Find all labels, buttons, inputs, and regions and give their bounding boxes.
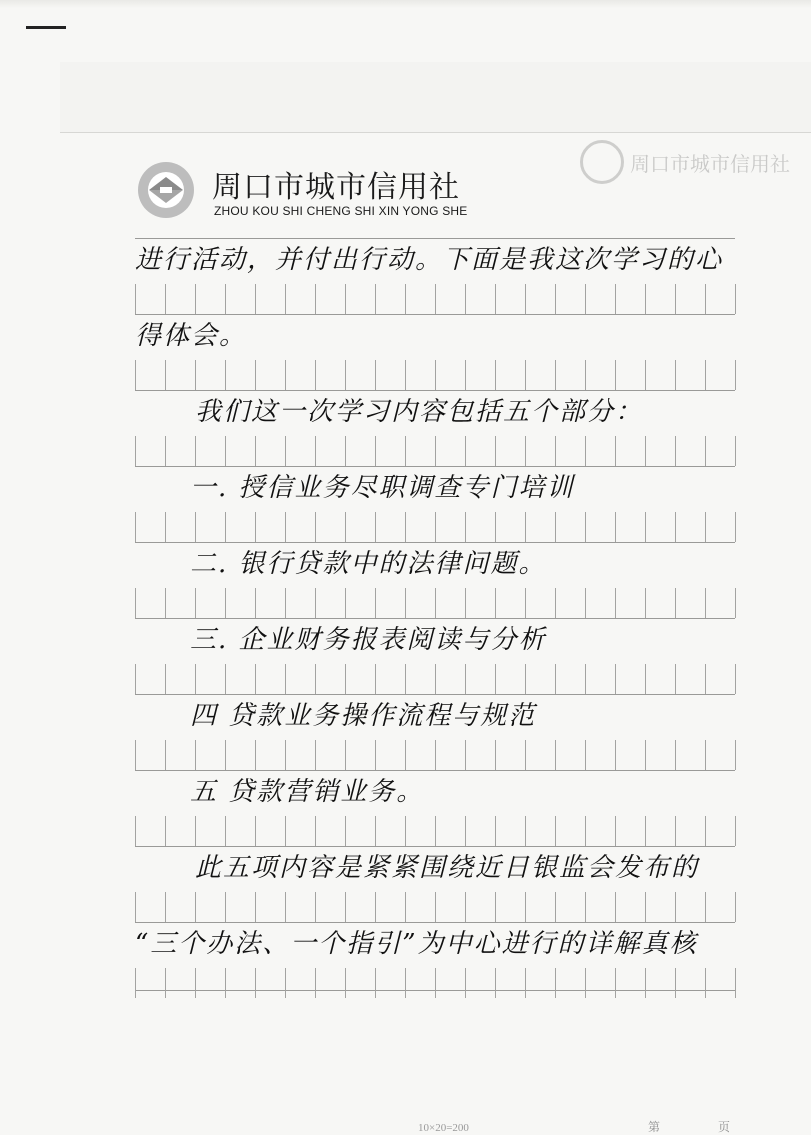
grid-cell-line (735, 512, 736, 542)
grid-cell-line (585, 968, 586, 998)
grid-cell-line (705, 360, 706, 390)
grid-cell-line (165, 436, 166, 466)
grid-cell-line (735, 360, 736, 390)
grid-cell-line (165, 740, 166, 770)
handwritten-line: 一. 授信业务尽职调查专门培训 (190, 473, 575, 503)
grid-cell-line (615, 436, 616, 466)
grid-cell-line (315, 968, 316, 998)
grid-cell-line (495, 740, 496, 770)
grid-cell-line (645, 360, 646, 390)
grid-cell-line (735, 892, 736, 922)
grid-cell-line (705, 588, 706, 618)
grid-cell-line (165, 588, 166, 618)
handwritten-line: 我们这一次学习内容包括五个部分： (195, 397, 644, 427)
grid-cell-line (615, 968, 616, 998)
grid-cell-line (645, 664, 646, 694)
org-name-cn: 周口市城市信用社 (212, 170, 460, 205)
grid-cell-line (675, 360, 676, 390)
corner-mark (26, 26, 66, 29)
grid-cell-line (315, 284, 316, 314)
grid-cell-line (135, 436, 136, 466)
grid-cell-line (375, 968, 376, 998)
handwritten-line: 三. 企业财务报表阅读与分析 (190, 625, 547, 655)
grid-cell-line (495, 284, 496, 314)
grid-cell-line (585, 740, 586, 770)
grid-cell-line (165, 664, 166, 694)
grid-cell-line (555, 664, 556, 694)
grid-cell-line (285, 968, 286, 998)
ghost-org-name: 周口市城市信用社 (630, 152, 790, 176)
grid-cell-line (585, 436, 586, 466)
grid-cell-line (705, 512, 706, 542)
grid-cell-line (735, 664, 736, 694)
grid-cell-line (675, 284, 676, 314)
grid-cell-line (705, 892, 706, 922)
grid-cell-line (135, 360, 136, 390)
grid-cell-line (615, 588, 616, 618)
writing-grid (135, 238, 735, 990)
grid-cell-line (525, 968, 526, 998)
page-prefix: 第 (648, 1120, 661, 1134)
grid-cell-line (705, 816, 706, 846)
grid-cell-line (345, 968, 346, 998)
grid-cell-line (465, 968, 466, 998)
grid-cell-line (675, 968, 676, 998)
grid-cell-line (165, 816, 166, 846)
grid-cell-line (435, 284, 436, 314)
handwritten-line: 四 贷款业务操作流程与规范 (190, 701, 537, 731)
grid-cell-line (435, 968, 436, 998)
grid-cell-line (135, 512, 136, 542)
grid-cell-line (645, 436, 646, 466)
grid-cell-line (135, 588, 136, 618)
grid-cell-line (435, 740, 436, 770)
grid-cell-line (735, 816, 736, 846)
grid-cell-line (285, 284, 286, 314)
grid-cell-line (495, 968, 496, 998)
org-name-en: ZHOU KOU SHI CHENG SHI XIN YONG SHE (214, 204, 468, 218)
grid-cell-line (705, 740, 706, 770)
grid-cell-line (135, 664, 136, 694)
handwritten-line: “三个办法、一个指引”为中心进行的详解真核 (135, 929, 698, 959)
grid-cell-line (405, 284, 406, 314)
grid-cell-line (165, 968, 166, 998)
letterhead (136, 156, 556, 226)
grid-cell-line (135, 740, 136, 770)
grid-cell-line (645, 740, 646, 770)
handwritten-line: 得体会。 (135, 321, 248, 351)
handwritten-line: 二. 银行贷款中的法律问题。 (190, 549, 547, 579)
grid-cell-line (135, 968, 136, 998)
grid-cell-line (465, 284, 466, 314)
grid-cell-line (405, 968, 406, 998)
grid-cell-line (585, 284, 586, 314)
grid-cell-line (255, 284, 256, 314)
scan-edge (0, 0, 811, 8)
grid-cell-line (555, 284, 556, 314)
grid-cell-line (675, 664, 676, 694)
grid-cell-line (375, 284, 376, 314)
grid-cell-line (555, 968, 556, 998)
grid-cell-line (645, 588, 646, 618)
grid-cell-line (255, 968, 256, 998)
grid-cell-line (735, 588, 736, 618)
grid-cell-line (555, 588, 556, 618)
page-suffix: 页 (718, 1120, 731, 1134)
grid-cell-line (555, 740, 556, 770)
grid-cell-line (645, 512, 646, 542)
grid-cell-line (645, 284, 646, 314)
handwritten-line: 此五项内容是紧紧围绕近日银监会发布的 (195, 853, 700, 883)
grid-cell-line (225, 968, 226, 998)
grid-cell-line (165, 360, 166, 390)
grid-cell-line (585, 512, 586, 542)
bleed-through-band (60, 62, 811, 133)
coin-logo-icon (136, 160, 196, 220)
grid-cell-line (525, 284, 526, 314)
grid-cell-line (645, 968, 646, 998)
grid-cell-line (585, 664, 586, 694)
grid-cell-line (675, 512, 676, 542)
grid-note: 10×20=200 (418, 1122, 469, 1134)
grid-cell-line (615, 512, 616, 542)
grid-cell-line (195, 968, 196, 998)
handwritten-line: 五 贷款营销业务。 (190, 777, 425, 807)
grid-cell-line (615, 284, 616, 314)
handwritten-line: 进行活动，并付出行动。下面是我这次学习的心 (135, 245, 724, 275)
grid-cell-line (735, 968, 736, 998)
letter-sheet (128, 128, 743, 1134)
grid-cell-line (735, 436, 736, 466)
grid-cell-line (345, 284, 346, 314)
grid-cell-line (675, 740, 676, 770)
grid-cell-line (555, 512, 556, 542)
grid-cell-line (735, 740, 736, 770)
grid-cell-line (735, 284, 736, 314)
grid-cell-line (585, 588, 586, 618)
grid-cell-line (705, 436, 706, 466)
grid-cell-line (675, 588, 676, 618)
grid-cell-line (615, 664, 616, 694)
grid-cell-line (525, 740, 526, 770)
grid-cell-line (135, 816, 136, 846)
grid-cell-line (165, 512, 166, 542)
grid-cell-line (705, 664, 706, 694)
grid-cell-line (465, 740, 466, 770)
grid-cell-line (705, 968, 706, 998)
grid-cell-line (675, 436, 676, 466)
grid-cell-line (615, 740, 616, 770)
grid-cell-line (705, 284, 706, 314)
